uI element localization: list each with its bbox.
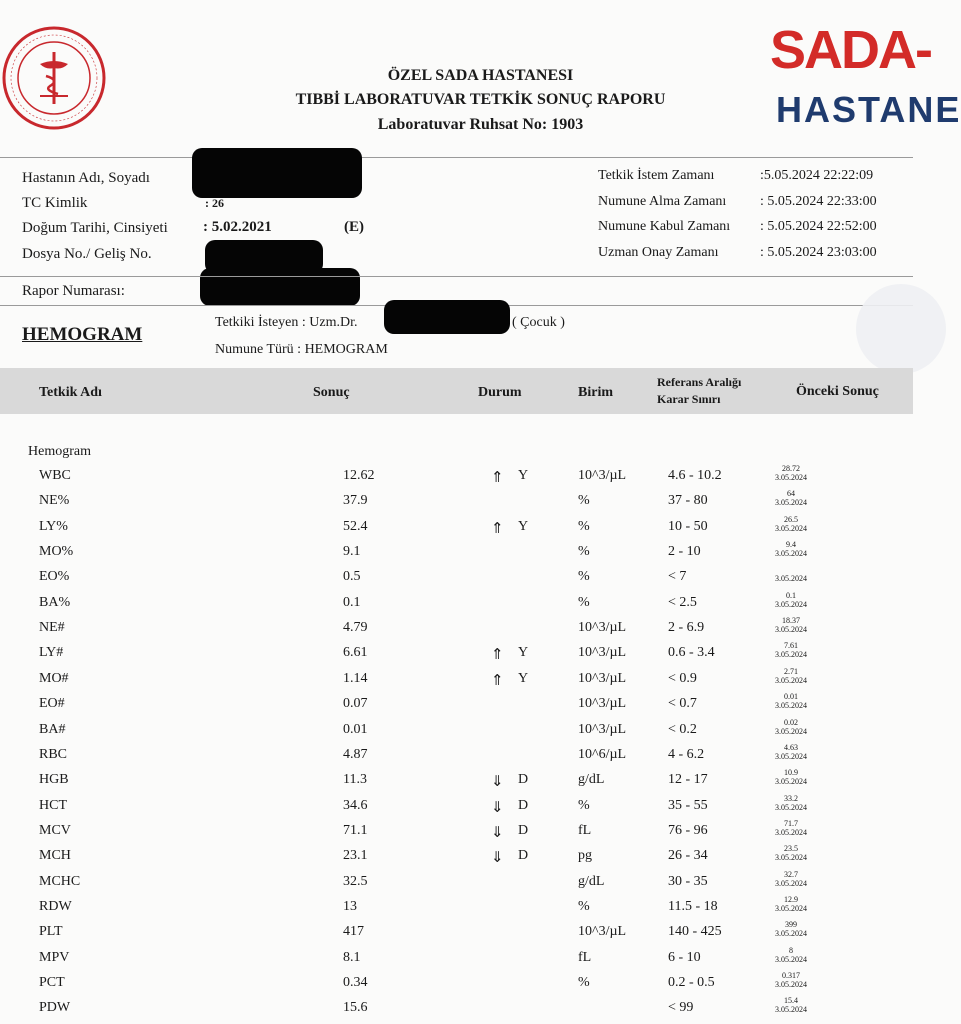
divider	[0, 157, 913, 158]
result-value: 12.62	[343, 468, 375, 483]
approval-time-label: Uzman Onay Zamanı	[598, 245, 719, 260]
previous-value	[768, 565, 814, 574]
previous-value: 7.61	[784, 641, 798, 651]
request-time-value: :5.05.2024 22:22:09	[760, 168, 874, 183]
table-row	[0, 920, 913, 945]
table-row	[0, 819, 913, 844]
reference-range: < 7	[668, 569, 687, 585]
test-name: LY%	[39, 518, 68, 534]
previous-date: 3.05.2024	[775, 751, 807, 761]
reference-range: 0.2 - 0.5	[668, 975, 715, 990]
previous-value: 23.5	[784, 844, 798, 854]
previous-value: 4.63	[784, 742, 798, 752]
test-name: MPV	[39, 949, 70, 965]
previous-date: 3.05.2024	[775, 777, 807, 787]
result-value: 1.14	[343, 670, 368, 686]
previous-date: 3.05.2024	[775, 802, 807, 812]
requester-prefix: Tetkiki İsteyen : Uzm.Dr.	[215, 315, 358, 330]
unit: 10^3/µL	[578, 670, 627, 686]
reference-range: 2 - 6.9	[668, 620, 705, 636]
section-title: HEMOGRAM	[22, 324, 143, 345]
previous-value: 399	[785, 920, 797, 930]
result-value: 15.6	[343, 1000, 368, 1016]
license-number: Laboratuvar Ruhsat No: 1903	[377, 116, 584, 133]
previous-date: 3.05.2024	[775, 650, 807, 660]
tc-value: : 26	[205, 196, 224, 210]
previous-date: 3.05.2024	[775, 980, 807, 989]
previous-date: 3.05.2024	[775, 701, 807, 711]
table-row	[0, 515, 913, 540]
test-name: EO%	[39, 569, 70, 585]
previous-value: 18.37	[782, 616, 800, 626]
previous-date: 3.05.2024	[775, 599, 807, 609]
unit: %	[578, 493, 590, 509]
previous-result	[768, 464, 814, 482]
requester-suffix: ( Çocuk )	[512, 315, 565, 330]
patient-name-label: Hastanın Adı, Soyadı	[22, 170, 150, 186]
status-flag: Y	[518, 670, 529, 686]
previous-result	[768, 946, 814, 964]
sample-time-value: : 5.05.2024 22:33:00	[760, 194, 877, 209]
unit: %	[578, 797, 590, 813]
test-name: EO#	[39, 696, 65, 712]
result-value: 0.07	[343, 696, 368, 712]
previous-result	[768, 718, 814, 736]
previous-date: 3.05.2024	[775, 498, 807, 508]
previous-result	[768, 591, 814, 609]
reference-range: 4 - 6.2	[668, 746, 705, 762]
table-row	[0, 464, 913, 489]
previous-value: 0.1	[786, 590, 796, 600]
unit: 10^3/µL	[578, 645, 627, 661]
decorative-shape	[856, 284, 946, 374]
test-name: MO#	[39, 670, 69, 686]
sample-time-label: Numune Alma Zamanı	[598, 194, 727, 209]
unit: %	[578, 569, 590, 585]
previous-date: 3.05.2024	[775, 929, 807, 939]
hospital-name: ÖZEL SADA HASTANESI	[387, 67, 574, 84]
header-status: Durum	[478, 385, 522, 400]
status-arrow-icon: ⇑	[491, 645, 504, 664]
tc-label: TC Kimlik	[22, 195, 88, 211]
unit: %	[578, 544, 590, 560]
reference-range: 140 - 425	[668, 924, 722, 940]
result-value: 0.34	[343, 975, 368, 990]
logo-text-top: SADA-	[770, 20, 931, 80]
previous-date: 3.05.2024	[775, 473, 807, 482]
table-row	[0, 692, 913, 717]
reference-range: 35 - 55	[668, 797, 708, 813]
request-time-label: Tetkik İstem Zamanı	[598, 168, 715, 183]
table-row	[0, 870, 913, 895]
header-unit: Birim	[578, 385, 613, 400]
unit: 10^3/µL	[578, 620, 627, 636]
result-value: 37.9	[343, 493, 368, 509]
previous-result	[768, 489, 814, 507]
unit: g/dL	[578, 873, 605, 889]
test-name: MCH	[39, 848, 71, 864]
status-flag: D	[518, 797, 529, 813]
status-arrow-icon: ⇓	[491, 822, 504, 841]
group-label: Hemogram	[28, 444, 91, 459]
table-header	[0, 368, 913, 414]
unit: 10^6/µL	[578, 746, 627, 762]
previous-result	[768, 768, 814, 786]
table-row	[0, 616, 913, 641]
status-flag: D	[518, 822, 529, 838]
table-row	[0, 996, 913, 1021]
previous-date: 3.05.2024	[775, 1005, 807, 1015]
previous-value: 0.01	[784, 692, 798, 702]
test-name: PCT	[39, 975, 65, 990]
file-label: Dosya No./ Geliş No.	[22, 246, 152, 262]
test-name: WBC	[39, 468, 71, 483]
test-name: HGB	[39, 772, 69, 788]
test-name: MO%	[39, 544, 74, 560]
previous-result	[768, 996, 814, 1014]
header-ref-2: Karar Sınırı	[657, 392, 721, 406]
previous-result	[768, 743, 814, 761]
previous-value: 33.2	[784, 793, 798, 803]
header-previous: Önceki Sonuç	[796, 384, 879, 399]
previous-date: 3.05.2024	[775, 675, 807, 685]
reference-range: 2 - 10	[668, 544, 701, 560]
previous-value: 32.7	[784, 869, 798, 879]
status-arrow-icon: ⇑	[491, 670, 504, 689]
result-value: 417	[343, 924, 364, 940]
previous-date: 3.05.2024	[775, 878, 807, 888]
status-arrow-icon: ⇑	[491, 518, 504, 537]
test-name: PLT	[39, 924, 63, 940]
previous-value: 26.5	[784, 514, 798, 524]
previous-result	[768, 667, 814, 685]
status-flag: D	[518, 848, 529, 864]
test-name: MCV	[39, 822, 71, 838]
redaction	[192, 148, 362, 198]
reference-range: 76 - 96	[668, 822, 708, 838]
birth-value: : 5.02.2021	[203, 219, 272, 235]
accept-time-label: Numune Kabul Zamanı	[598, 219, 731, 234]
unit: 10^3/µL	[578, 696, 627, 712]
reference-range: 30 - 35	[668, 873, 708, 889]
previous-date: 3.05.2024	[775, 954, 807, 964]
result-value: 32.5	[343, 873, 368, 889]
previous-result	[768, 895, 814, 913]
test-name: MCHC	[39, 873, 81, 889]
test-name: HCT	[39, 797, 67, 813]
result-value: 4.87	[343, 746, 368, 762]
table-row	[0, 489, 913, 514]
test-name: NE%	[39, 493, 70, 509]
previous-date: 3.05.2024	[775, 726, 807, 736]
test-name: RDW	[39, 898, 72, 914]
previous-result	[768, 971, 814, 989]
hospital-logo	[770, 12, 961, 132]
report-no-label: Rapor Numarası:	[22, 283, 125, 299]
previous-result	[768, 920, 814, 938]
redaction	[384, 300, 510, 334]
unit: 10^3/µL	[578, 924, 627, 940]
gender-value: (E)	[344, 219, 364, 235]
test-name: BA#	[39, 721, 66, 737]
reference-range: < 0.7	[668, 696, 697, 712]
result-value: 71.1	[343, 822, 368, 838]
table-row	[0, 794, 913, 819]
reference-range: < 99	[668, 1000, 694, 1016]
unit: %	[578, 898, 590, 914]
status-arrow-icon: ⇓	[491, 797, 504, 816]
result-value: 4.79	[343, 620, 368, 636]
previous-date: 3.05.2024	[775, 523, 807, 533]
unit: 10^3/µL	[578, 468, 627, 483]
table-row	[0, 591, 913, 616]
result-value: 13	[343, 898, 357, 914]
divider	[0, 276, 913, 277]
previous-value: 28.72	[782, 464, 800, 473]
previous-value: 2.71	[784, 666, 798, 676]
previous-value: 10.9	[784, 768, 798, 778]
previous-value: 12.9	[784, 894, 798, 904]
reference-range: 11.5 - 18	[668, 898, 718, 914]
previous-date: 3.05.2024	[775, 853, 807, 863]
reference-range: 6 - 10	[668, 949, 701, 965]
logo-text-bottom: HASTANE	[776, 89, 961, 130]
previous-result	[768, 616, 814, 634]
test-name: RBC	[39, 746, 68, 762]
accept-time-value: : 5.05.2024 22:52:00	[760, 219, 877, 234]
result-value: 11.3	[343, 772, 367, 788]
approval-time-value: : 5.05.2024 23:03:00	[760, 245, 877, 260]
previous-value: 64	[787, 489, 795, 499]
unit: 10^3/µL	[578, 721, 627, 737]
previous-result	[768, 540, 814, 558]
unit: fL	[578, 949, 592, 965]
unit: pg	[578, 848, 592, 864]
result-value: 9.1	[343, 544, 361, 560]
status-flag: Y	[518, 645, 529, 661]
previous-date: 3.05.2024	[775, 574, 807, 584]
result-value: 52.4	[343, 518, 368, 534]
previous-result	[768, 819, 814, 837]
reference-range: 10 - 50	[668, 518, 708, 534]
table-row	[0, 844, 913, 869]
reference-range: 0.6 - 3.4	[668, 645, 715, 661]
reference-range: < 0.2	[668, 721, 697, 737]
redaction	[200, 268, 360, 306]
previous-result	[768, 565, 814, 583]
unit: fL	[578, 822, 592, 838]
table-row	[0, 971, 913, 996]
reference-range: < 2.5	[668, 594, 697, 610]
reference-range: 12 - 17	[668, 772, 708, 788]
table-row	[0, 895, 913, 920]
report-title: TIBBİ LABORATUVAR TETKİK SONUÇ RAPORU	[295, 91, 666, 108]
unit: %	[578, 518, 590, 534]
previous-value: 8	[789, 945, 793, 955]
status-flag: Y	[518, 518, 529, 534]
test-name: PDW	[39, 1000, 71, 1016]
previous-value: 9.4	[786, 540, 796, 550]
table-row	[0, 565, 913, 590]
result-value: 0.1	[343, 594, 361, 610]
unit: %	[578, 975, 590, 990]
header-name: Tetkik Adı	[39, 385, 102, 400]
previous-value: 15.4	[784, 996, 798, 1006]
previous-result	[768, 870, 814, 888]
unit: g/dL	[578, 772, 605, 788]
table-row	[0, 946, 913, 971]
previous-result	[768, 641, 814, 659]
previous-date: 3.05.2024	[775, 549, 807, 559]
result-value: 0.01	[343, 721, 368, 737]
reference-range: 37 - 80	[668, 493, 708, 509]
previous-date: 3.05.2024	[775, 827, 807, 837]
previous-date: 3.05.2024	[775, 903, 807, 913]
table-row	[0, 540, 913, 565]
unit: %	[578, 594, 590, 610]
result-value: 8.1	[343, 949, 361, 965]
previous-result	[768, 515, 814, 533]
previous-value: 71.7	[784, 818, 798, 828]
header-ref-1: Referans Aralığı	[657, 375, 742, 389]
result-value: 23.1	[343, 848, 368, 864]
reference-range: < 0.9	[668, 670, 697, 686]
reference-range: 26 - 34	[668, 848, 708, 864]
result-value: 6.61	[343, 645, 368, 661]
table-row	[0, 667, 913, 692]
test-name: BA%	[39, 594, 71, 610]
birth-label: Doğum Tarihi, Cinsiyeti	[22, 220, 168, 236]
status-arrow-icon: ⇓	[491, 848, 504, 867]
table-row	[0, 743, 913, 768]
test-name: NE#	[39, 620, 65, 636]
previous-result	[768, 794, 814, 812]
sample-type: Numune Türü : HEMOGRAM	[215, 342, 388, 357]
previous-value: 0.317	[782, 971, 800, 980]
table-row	[0, 718, 913, 743]
status-arrow-icon: ⇑	[491, 468, 504, 486]
reference-range: 4.6 - 10.2	[668, 468, 722, 483]
status-flag: Y	[518, 468, 529, 483]
previous-result	[768, 844, 814, 862]
table-row	[0, 641, 913, 666]
previous-date: 3.05.2024	[775, 625, 807, 635]
previous-result	[768, 692, 814, 710]
status-arrow-icon: ⇓	[491, 772, 504, 791]
test-name: LY#	[39, 645, 64, 661]
table-row	[0, 768, 913, 793]
result-value: 34.6	[343, 797, 368, 813]
header-result: Sonuç	[313, 385, 350, 400]
previous-value: 0.02	[784, 717, 798, 727]
result-value: 0.5	[343, 569, 361, 585]
status-flag: D	[518, 772, 529, 788]
